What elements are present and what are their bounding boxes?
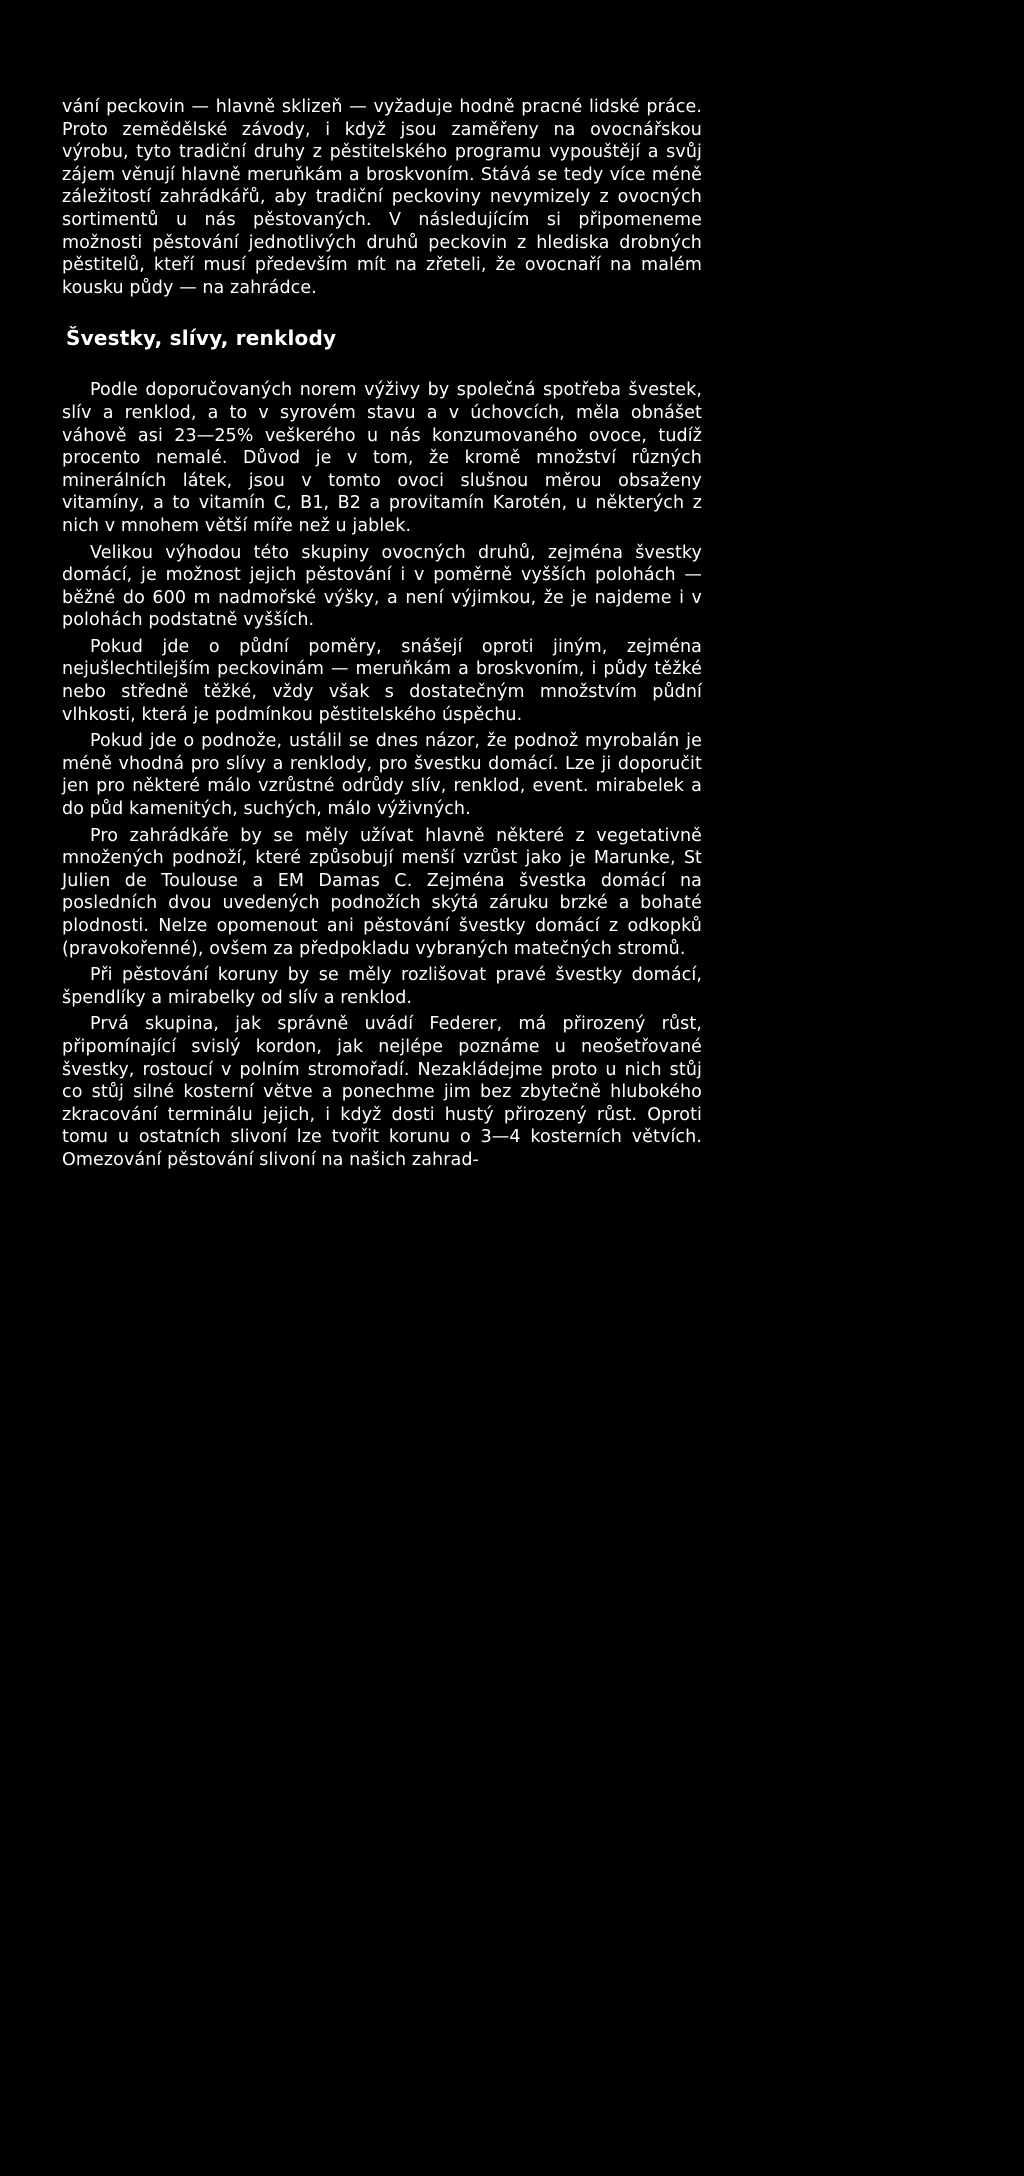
paragraph-garden-rootstocks: Pro zahrádkáře by se měly užívat hlavně některé z vegetativně množených podnoží, které způsobují menší vzrůst jako je Marunke, St Julien de Toulouse a EM Damas C. Zejména švestka domácí na posledních dvou uvedených podnožích skýtá záruku brzké a bohaté plodnosti. Nelze opomenout ani pěstování švestky domácí z odkopků (pravokořenné), ovšem za předpokladu vybraných matečných stromů. (62, 825, 702, 959)
paragraph-nutrition: Podle doporučovaných norem výživy by společná spotřeba švestek, slív a renklod, a to v syrovém stavu a v úchovcích, měla obnášet váhově asi 23—25% veškerého u nás konzumovaného ovoce, tudíž procento nemalé. Důvod je v tom, že kromě množství různých minerálních látek, jsou v tomto ovoci slušnou měrou obsaženy vitamíny, a to vitamín C, B1, B2 a provitamín Karotén, u některých z nich v mnohem větší míře než u jablek. (62, 380, 702, 536)
section-heading: Švestky, slívy, renklody (66, 326, 337, 351)
paragraph-rootstock: Pokud jde o podnože, ustálil se dnes názor, že podnož myrobalán je méně vhodná pro slívy a renklody, pro švestku domácí. Lze ji doporučit jen pro některé málo vzrůstné odrůdy slív, renklod, event. mirabelek a do půd kamenitých, suchých, málo výživných. (62, 731, 702, 820)
paragraph-soil: Pokud jde o půdní poměry, snášejí oproti jiným, zejména nejušlechtilejším peckovinám — meruňkám a broskvoním, i půdy těžké nebo středně těžké, vždy však s dostatečným množstvím půdní vlhkosti, která je podmínkou pěstitelského úspěchu. (62, 636, 702, 725)
book-page (62, 96, 702, 1172)
paragraph-altitude: Velikou výhodou této skupiny ovocných druhů, zejména švestky domácí, je možnost jejich pěstování i v poměrně vyšších polohách — běžné do 600 m nadmořské výšky, a není výjimkou, že je najdeme i v polohách podstatně vyšších. (62, 542, 702, 631)
intro-paragraph: vání peckovin — hlavně sklizeň — vyžaduje hodně pracné lidské práce. Proto zemědělské závody, i když jsou zaměřeny na ovocnářskou výrobu, tyto tradiční druhy z pěstitelského programu vypouštějí a svůj zájem věnují hlavně meruňkám a broskvoním. Stává se tedy více méně záležitostí zahrádkářů, aby tradiční peckoviny nevymizely z ovocných sortimentů u nás pěstovaných. V následujícím si připomeneme možnosti pěstování jednotlivých druhů peckovin z hlediska drobných pěstitelů, kteří musí především mít na zřeteli, že ovocnaří na malém kousku půdy — na zahrádce. (62, 97, 702, 298)
paragraph-growth: Prvá skupina, jak správně uvádí Federer, má přirozený růst, připomínající svislý kordon, jak nejlépe poznáme u neošetřované švestky, rostoucí v polním stromořadí. Nezakládejme proto u nich stůj co stůj silné kosterní větve a ponechme jim bez zbytečně hlubokého zkracování terminálu jejich, i když dosti hustý přirozený růst. Oproti tomu u ostatních slivoní lze tvořit korunu o 3—4 kosterních větvích. Omezování pěstování slivoní na našich zahrad- (62, 1014, 702, 1170)
paragraph-crown: Při pěstování koruny by se měly rozlišovat pravé švestky domácí, špendlíky a mirabelky od slív a renklod. (62, 965, 702, 1008)
